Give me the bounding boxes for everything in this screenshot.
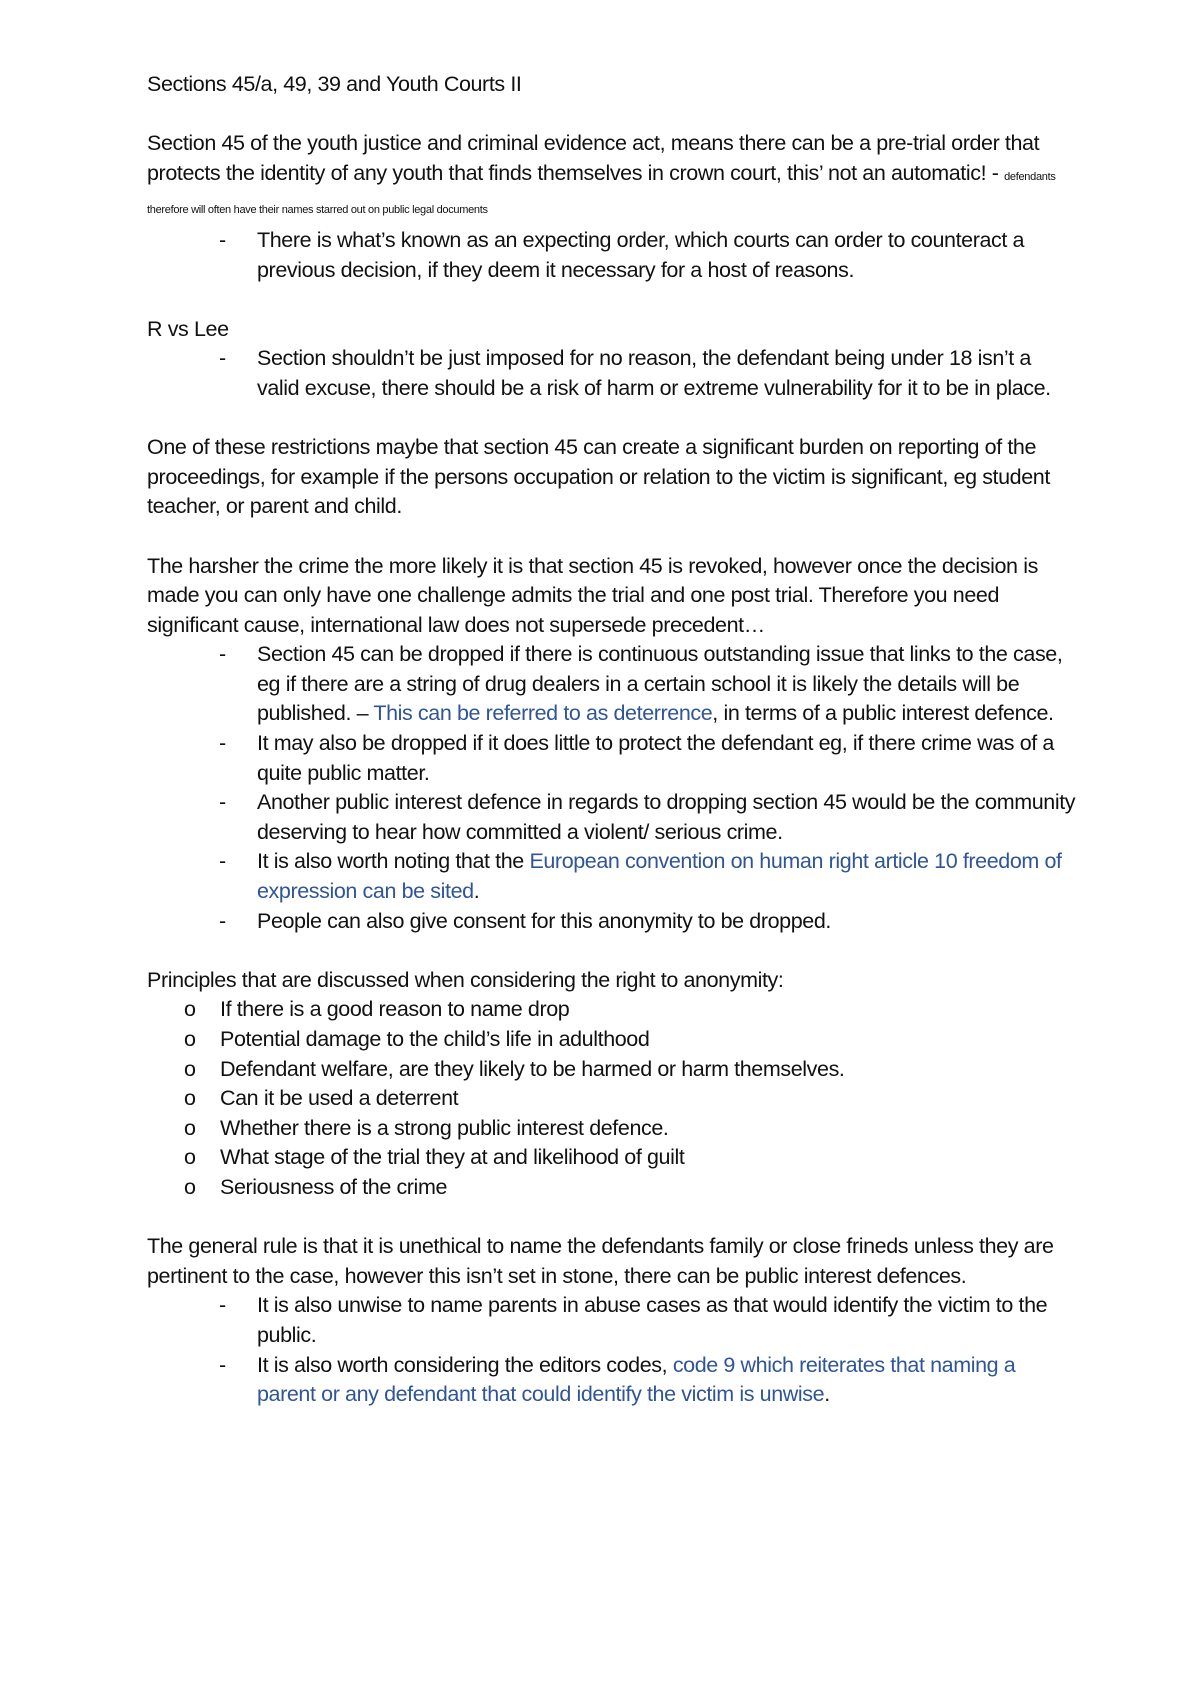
circle-marker: o [184, 997, 196, 1022]
document-page [147, 70, 1077, 1410]
section45-note: defendants therefore will often have their names starred out on public legal documents [147, 170, 1056, 217]
general-rule-paragraph: The general rule is that it is unethical to name the defendants family or close frineds unless they are pertinent to the case, however this isn’t set in stone, there can be public interest defences. [147, 1234, 1054, 1288]
dash-marker: - [219, 908, 226, 933]
harsher-paragraph: The harsher the crime the more likely it is that section 45 is revoked, however once the decision is made you can only have one challenge admits the trial and one post trial. Therefore you need significant cause, international law does not supersede precedent… [147, 553, 1038, 637]
list-item: - There is what’s known as an expecting order, which courts can order to counteract a previous decision, if they deem it necessary for a host of reasons. [219, 227, 1025, 282]
circle-marker: o [184, 1115, 196, 1140]
dash-marker: - [219, 1352, 226, 1377]
echr-highlight: European convention on human right article 10 freedom of expression can be sited [257, 849, 1062, 904]
list-item: - Section 45 can be dropped if there is continuous outstanding issue that links to the case, eg if there are a string of drug dealers in a certain school it is likely the details will be published. – This can be referred to as deterrence, in terms of a public interest defence. [219, 642, 1063, 726]
circle-marker: o [184, 1027, 196, 1051]
deterrence-highlight: This can be referred to as deterrence [373, 701, 713, 726]
list-item: o Potential damage to the child’s life in adulthood [147, 1025, 1077, 1055]
list-item: - Another public interest defence in regards to dropping section 45 would be the community deserving to hear how committed a violent/ serious crime. [219, 790, 1076, 844]
list-item: o What stage of the trial they at and likelihood of guilt [147, 1143, 1077, 1173]
list-item: - It is also worth noting that the European convention on human right article 10 freedom of expression can be sited. [219, 849, 1062, 904]
circle-marker: o [184, 1086, 196, 1111]
list-item: - It may also be dropped if it does little to protect the defendant eg, if there crime was of a quite public matter. [219, 731, 1054, 785]
circle-marker: o [184, 1056, 196, 1081]
list-item: o Defendant welfare, are they likely to be harmed or harm themselves. [147, 1055, 1077, 1085]
list-item: - It is also unwise to name parents in abuse cases as that would identify the victim to the public. [219, 1293, 1048, 1347]
list-item: - Section shouldn’t be just imposed for no reason, the defendant being under 18 isn’t a valid excuse, there should be a risk of harm or extreme vulnerability for it to be in place. [219, 346, 1051, 400]
document-title: Sections 45/a, 49, 39 and Youth Courts II [147, 72, 522, 96]
circle-marker: o [184, 1174, 196, 1199]
dash-marker: - [219, 227, 226, 252]
dash-marker: - [219, 1293, 226, 1318]
list-item: o Can it be used a deterrent [147, 1084, 1077, 1114]
dash-marker: - [219, 849, 226, 874]
restrictions-paragraph: One of these restrictions maybe that section 45 can create a significant burden on reporting of the proceedings, for example if the persons occupation or relation to the victim is significant, eg student teacher, or parent and child. [147, 435, 1050, 519]
dash-marker: - [219, 790, 226, 815]
section45-bullet-list [147, 226, 1077, 285]
general-bullet-list [147, 1291, 1077, 1409]
list-item: o Whether there is a strong public interest defence. [147, 1114, 1077, 1144]
dash-marker: - [219, 642, 226, 667]
list-item: o If there is a good reason to name drop [147, 995, 1077, 1025]
principles-heading: Principles that are discussed when considering the right to anonymity: [147, 967, 784, 992]
r-vs-lee-bullet-list [147, 344, 1077, 403]
dash-marker: - [219, 731, 226, 756]
section45-paragraph [147, 129, 1077, 226]
principles-list [147, 995, 1077, 1202]
code9-highlight: code 9 which reiterates that naming a parent or any defendant that could identify the victim is unwise [257, 1352, 1016, 1407]
list-item: - People can also give consent for this anonymity to be dropped. [147, 907, 1077, 937]
harsher-bullet-list [147, 640, 1077, 936]
r-vs-lee-heading: R vs Lee [147, 316, 229, 341]
circle-marker: o [184, 1145, 196, 1170]
dash-marker: - [219, 346, 226, 371]
list-item: o Seriousness of the crime [147, 1173, 1077, 1203]
list-item: - It is also worth considering the editors codes, code 9 which reiterates that naming a parent or any defendant that could identify the victim is unwise. [219, 1352, 1016, 1407]
section45-text: Section 45 of the youth justice and criminal evidence act, means there can be a pre-trial order that protects the identity of any youth that finds themselves in crown court, this’ not an automatic! - [147, 131, 1040, 185]
